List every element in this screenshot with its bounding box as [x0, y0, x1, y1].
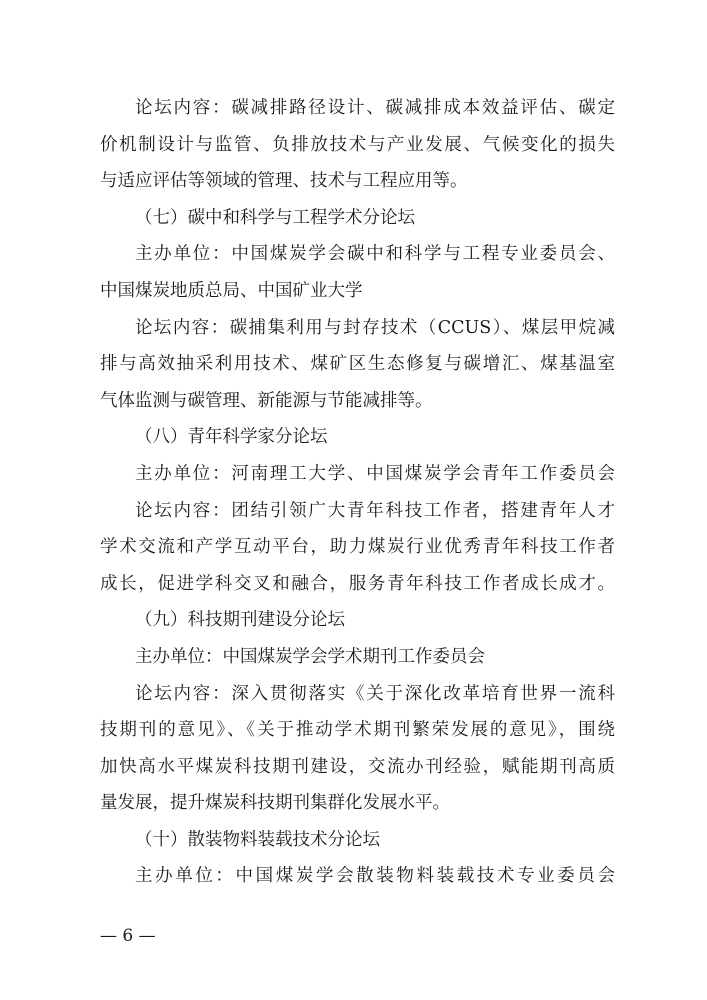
- text-line: 排与高效抽采利用技术、煤矿区生态修复与碳增汇、煤基温室: [100, 354, 615, 375]
- text-line: 价机制设计与监管、负排放技术与产业发展、气候变化的损失: [100, 134, 615, 155]
- text-line: 气体监测与碳管理、新能源与节能减排等。: [100, 390, 433, 411]
- text-line: 技期刊的意见》、《关于推动学术期刊繁荣发展的意见》，围绕: [100, 720, 615, 741]
- text-line: 加快高水平煤炭科技期刊建设，交流办刊经验，赋能期刊高质: [100, 756, 615, 777]
- text-line: 成长，促进学科交叉和融合，服务青年科技工作者成长成才。: [100, 573, 615, 594]
- text-line: 主办单位：河南理工大学、中国煤炭学会青年工作委员会: [135, 463, 615, 484]
- text-line: 与适应评估等领域的管理、技术与工程应用等。: [100, 171, 468, 192]
- section-heading-9: （九）科技期刊建设分论坛: [135, 610, 345, 631]
- text-line: 中国煤炭地质总局、中国矿业大学: [100, 280, 363, 301]
- text-line: 主办单位：中国煤炭学会学术期刊工作委员会: [135, 646, 485, 667]
- text-line: 主办单位：中国煤炭学会散装物料装载技术专业委员会: [135, 866, 615, 887]
- text-line: 论坛内容：团结引领广大青年科技工作者，搭建青年人才: [135, 500, 615, 521]
- text-line: 论坛内容：碳减排路径设计、碳减排成本效益评估、碳定: [135, 98, 615, 118]
- body-text: [100, 90, 615, 895]
- text-line: 主办单位：中国煤炭学会碳中和科学与工程专业委员会、: [135, 244, 615, 265]
- page-number: — 6 —: [100, 926, 156, 946]
- text-line: 论坛内容：碳捕集利用与封存技术（CCUS）、煤层甲烷减: [135, 317, 615, 338]
- section-heading-10: （十）散装物料装载技术分论坛: [135, 829, 380, 850]
- text-line: 论坛内容：深入贯彻落实《关于深化改革培育世界一流科: [135, 683, 615, 704]
- text-line: 学术交流和产学互动平台，助力煤炭行业优秀青年科技工作者: [100, 537, 615, 558]
- section-heading-7: （七）碳中和科学与工程学术分论坛: [135, 207, 415, 228]
- section-heading-8: （八）青年科学家分论坛: [135, 427, 328, 448]
- text-line: 量发展，提升煤炭科技期刊集群化发展水平。: [100, 793, 450, 814]
